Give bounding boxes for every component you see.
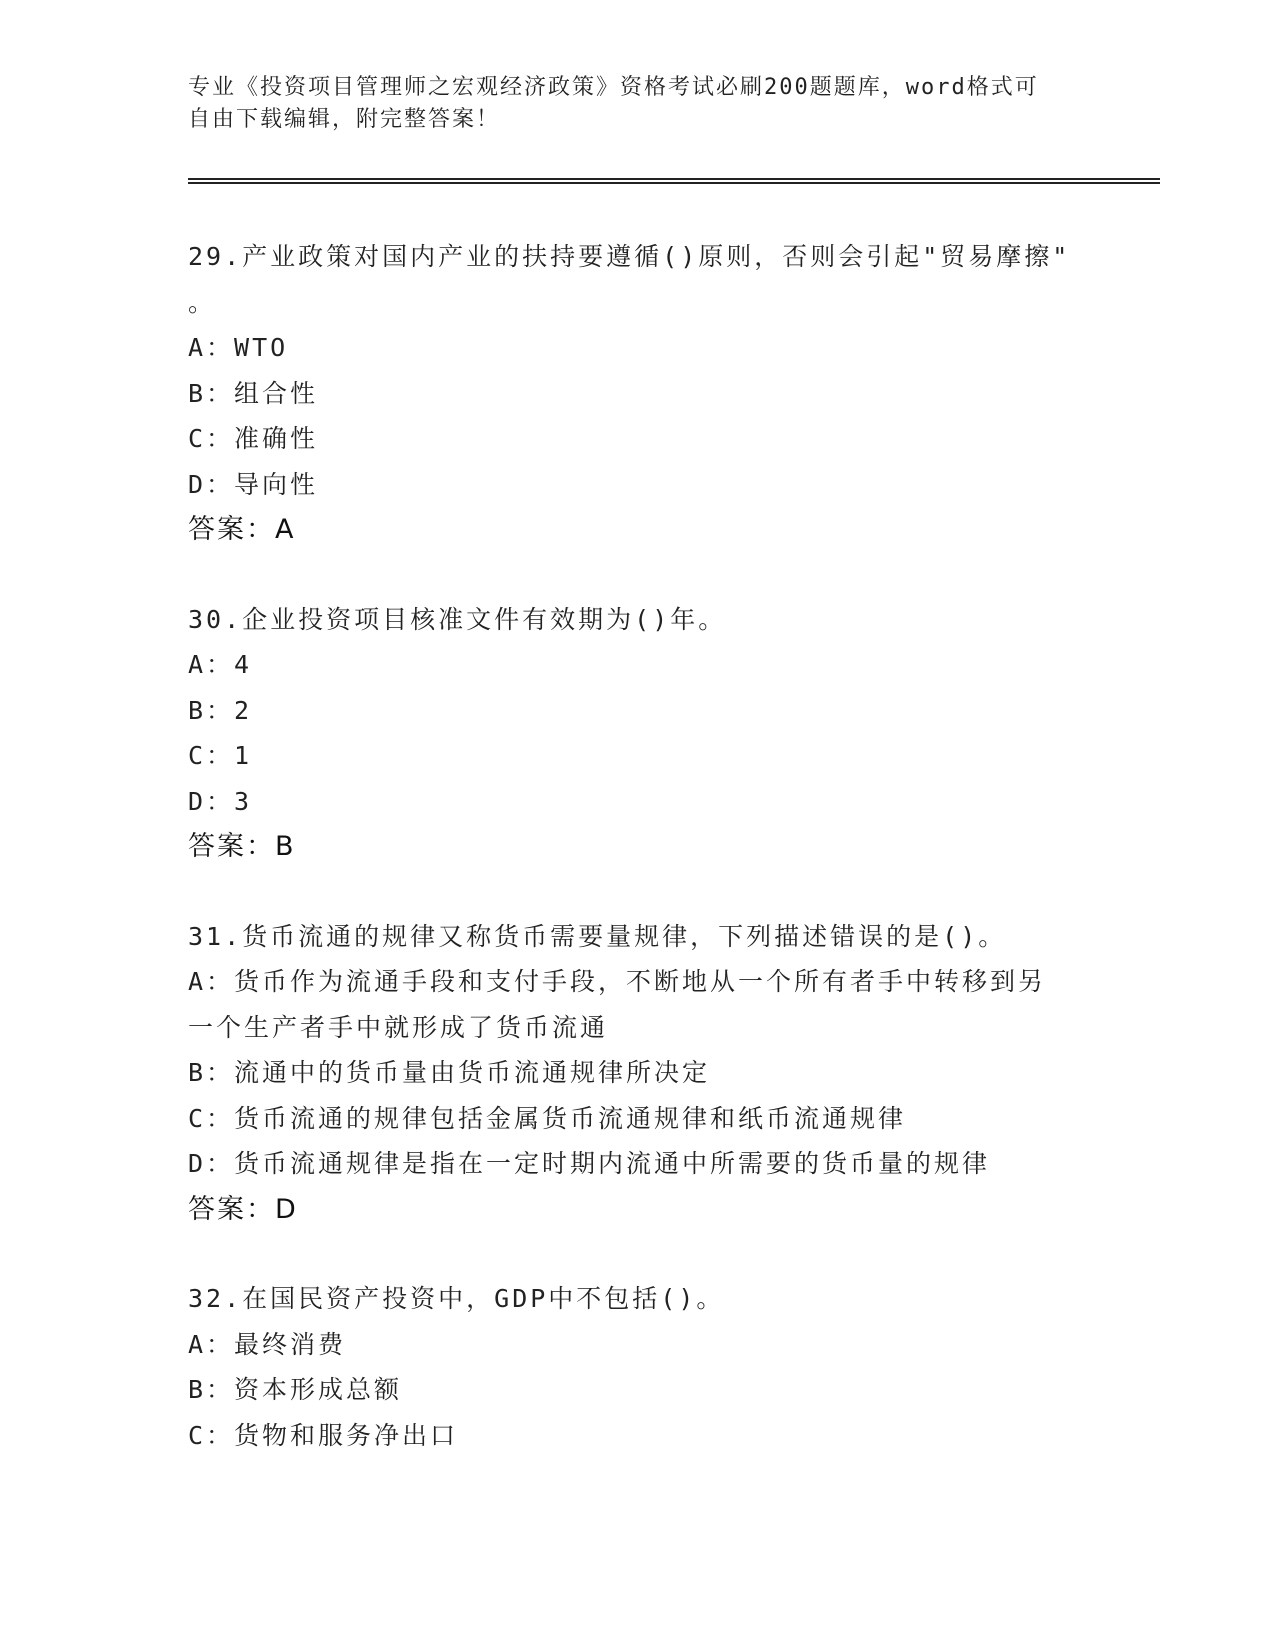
option-a: A：货币作为流通手段和支付手段，不断地从一个所有者手中转移到另	[188, 967, 1047, 996]
document-header	[188, 72, 1088, 136]
question-stem-continued: 。	[188, 287, 217, 317]
header-line-2: 自由下载编辑，附完整答案！	[188, 107, 501, 132]
question-stem: 32.在国民资产投资中，GDP中不包括()。	[188, 1284, 725, 1313]
question-stem: 29.产业政策对国内产业的扶持要遵循()原则，否则会引起"贸易摩擦"	[188, 242, 1071, 271]
option-c: C：货物和服务净出口	[188, 1420, 459, 1450]
option-d: D：3	[188, 786, 253, 816]
option-a-continued: 一个生产者手中就形成了货币流通	[188, 1012, 609, 1042]
question-list	[188, 234, 1078, 1502]
option-c: C：货币流通的规律包括金属货币流通规律和纸币流通规律	[188, 1103, 907, 1133]
question-31	[188, 914, 1078, 1233]
option-b: B：2	[188, 695, 253, 725]
option-a: A：WTO	[188, 333, 289, 362]
answer: 答案：D	[188, 1193, 298, 1225]
option-a: A：4	[188, 650, 253, 679]
option-b: B：资本形成总额	[188, 1375, 403, 1404]
option-d: D：货币流通规律是指在一定时期内流通中所需要的货币量的规律	[188, 1149, 991, 1178]
header-line-1: 专业《投资项目管理师之宏观经济政策》资格考试必刷200题题库，word格式可	[188, 75, 1039, 100]
header-double-rule	[188, 178, 1160, 184]
option-b: B：组合性	[188, 378, 319, 408]
option-b: B：流通中的货币量由货币流通规律所决定	[188, 1058, 711, 1087]
option-c: C：准确性	[188, 424, 319, 453]
option-c: C：1	[188, 741, 253, 770]
question-30	[188, 597, 1078, 870]
answer: 答案：B	[188, 831, 296, 862]
option-d: D：导向性	[188, 469, 319, 499]
question-29	[188, 234, 1078, 553]
question-stem: 30.企业投资项目核准文件有效期为()年。	[188, 604, 727, 634]
question-stem: 31.货币流通的规律又称货币需要量规律，下列描述错误的是()。	[188, 921, 1007, 951]
question-32	[188, 1276, 1078, 1458]
answer: 答案：A	[188, 514, 296, 545]
option-a: A：最终消费	[188, 1329, 347, 1359]
